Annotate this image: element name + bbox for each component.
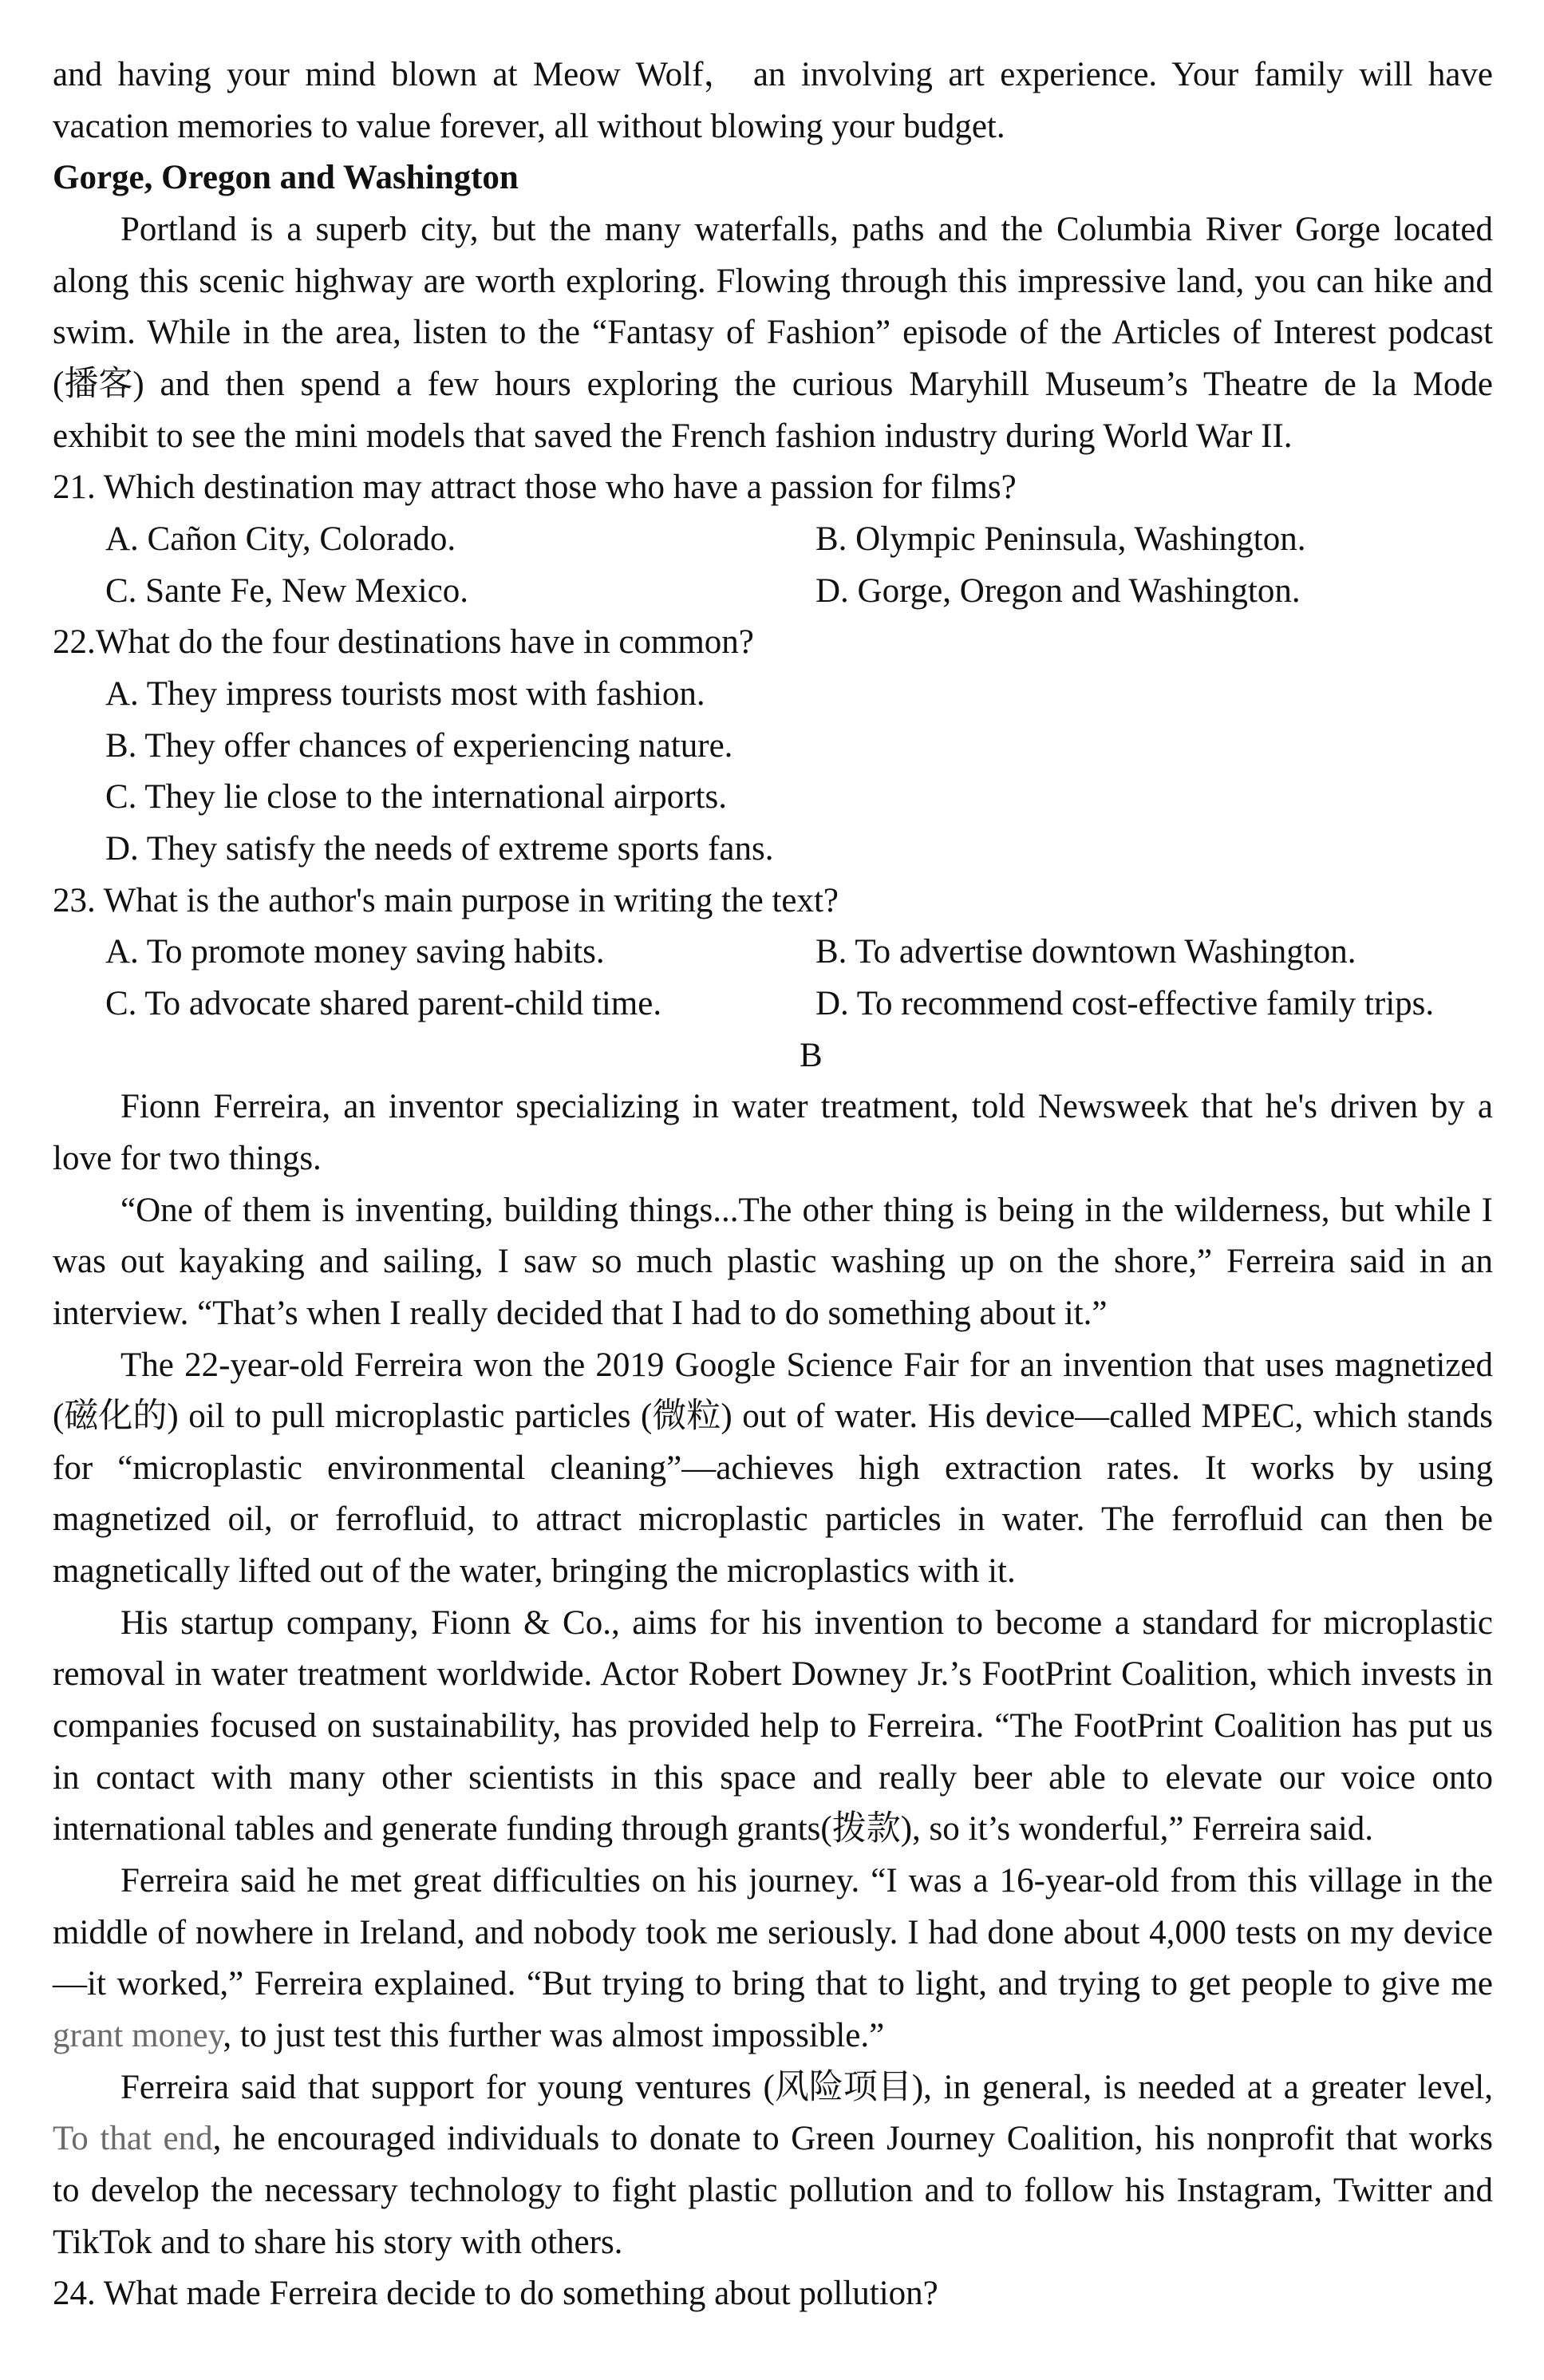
passage-line bbox=[53, 256, 1493, 308]
passage-line bbox=[53, 101, 1493, 153]
answer-option-b: B. To advertise downtown Washington. bbox=[815, 933, 1356, 971]
answer-option-b bbox=[53, 721, 1493, 773]
line-text: swim. While in the area, listen to the “Fantasy of Fashion” episode of the Articles of Interest podcast bbox=[53, 314, 1493, 352]
line-text bbox=[53, 2113, 1493, 2165]
question-stem bbox=[53, 617, 1493, 669]
options-row bbox=[53, 514, 1493, 566]
line-text: to develop the necessary technology to fight plastic pollution and to follow his Instagram, Twitter and bbox=[53, 2172, 1493, 2210]
line-text bbox=[53, 2010, 884, 2062]
passage-line bbox=[53, 1546, 1493, 1598]
line-text-rest: , he encouraged individuals to donate to Green Journey Coalition, his nonprofit that works bbox=[212, 2120, 1494, 2158]
question-stem bbox=[53, 462, 1493, 514]
passage-line bbox=[53, 1236, 1493, 1288]
line-text: The 22-year-old Ferreira won the 2019 Google Science Fair for an invention that uses magnetized bbox=[120, 1346, 1493, 1384]
answer-option-a: A. To promote money saving habits. bbox=[105, 933, 605, 971]
passage-line bbox=[53, 2113, 1493, 2165]
stem-text: 21. Which destination may attract those who have a passion for films? bbox=[53, 468, 1017, 507]
line-text: magnetized oil, or ferrofluid, to attract microplastic particles in water. The ferrofluid can then be bbox=[53, 1500, 1493, 1539]
passage-line bbox=[53, 1649, 1493, 1701]
answer-option-a: A. Cañon City, Colorado. bbox=[105, 520, 456, 558]
passage-line bbox=[53, 1598, 1493, 1650]
line-text: —it worked,” Ferreira explained. “But trying to bring that to light, and trying to get people to give me bbox=[53, 1965, 1493, 2003]
passage-line bbox=[53, 1753, 1493, 1805]
question-stem bbox=[53, 876, 1493, 927]
passage-label-row bbox=[53, 1030, 1493, 1082]
line-text: interview. “That’s when I really decided that I had to do something about it.” bbox=[53, 1294, 1108, 1332]
passage-line bbox=[53, 49, 1493, 101]
line-text-rest: , to just test this further was almost impossible.” bbox=[223, 2017, 885, 2055]
answer-option-c bbox=[53, 772, 1493, 824]
stem-text: 22.What do the four destinations have in common? bbox=[53, 623, 754, 662]
line-text: magnetically lifted out of the water, bringing the microplastics with it. bbox=[53, 1552, 1016, 1591]
option-text: A. They impress tourists most with fashion. bbox=[105, 674, 705, 713]
answer-option-d: D. Gorge, Oregon and Washington. bbox=[815, 571, 1301, 610]
highlighted-phrase: To that end bbox=[53, 2120, 213, 2158]
passage-line bbox=[53, 1701, 1493, 1753]
line-text: Portland is a superb city, but the many waterfalls, paths and the Columbia River Gorge located bbox=[120, 210, 1493, 248]
answer-option-d bbox=[53, 824, 1493, 876]
options-row bbox=[53, 566, 1493, 618]
line-text: for “microplastic environmental cleaning”—achieves high extraction rates. It works by using bbox=[53, 1449, 1493, 1487]
option-text: D. They satisfy the needs of extreme sports fans. bbox=[105, 829, 774, 868]
highlighted-phrase: grant money bbox=[53, 2017, 223, 2055]
line-text: exhibit to see the mini models that saved the French fashion industry during World War II. bbox=[53, 417, 1293, 455]
passage-line bbox=[53, 411, 1493, 463]
options-row bbox=[53, 927, 1493, 978]
passage-line bbox=[53, 1081, 1493, 1133]
line-text: in contact with many other scientists in this space and really beer able to elevate our voice onto bbox=[53, 1758, 1493, 1797]
passage-label: B bbox=[800, 1036, 823, 1074]
passage-line bbox=[53, 1443, 1493, 1495]
answer-option-c: C. Sante Fe, New Mexico. bbox=[105, 571, 469, 610]
passage-line bbox=[53, 1959, 1493, 2010]
line-text: vacation memories to value forever, all without blowing your budget. bbox=[53, 107, 1005, 145]
passage-line bbox=[53, 359, 1493, 411]
passage-line bbox=[53, 1288, 1493, 1340]
destination-heading bbox=[53, 152, 1493, 204]
line-text: middle of nowhere in Ireland, and nobody took me seriously. I had done about 4,000 tests on my device bbox=[53, 1913, 1493, 1951]
answer-option-b: B. Olympic Peninsula, Washington. bbox=[815, 520, 1306, 558]
line-text: love for two things. bbox=[53, 1139, 322, 1177]
passage-line bbox=[53, 1340, 1493, 1392]
passage-line bbox=[53, 1185, 1493, 1237]
stem-text: 23. What is the author's main purpose in writing the text? bbox=[53, 881, 839, 919]
answer-option-d: D. To recommend cost-effective family trips. bbox=[815, 984, 1435, 1022]
options-row bbox=[53, 978, 1493, 1030]
passage-line bbox=[53, 1856, 1493, 1908]
line-text: companies focused on sustainability, has provided help to Ferreira. “The FootPrint Coalition has put us bbox=[53, 1707, 1493, 1745]
passage-line bbox=[53, 1908, 1493, 1959]
passage-line bbox=[53, 2062, 1493, 2114]
line-text: and having your mind blown at Meow Wolf， an involving art experience. Your family will have bbox=[53, 56, 1493, 93]
line-text: Ferreira said he met great difficulties on his journey. “I was a 16-year-old from this village in the bbox=[120, 1862, 1493, 1900]
line-text: (播客) and then spend a few hours exploring the curious Maryhill Museum’s Theatre de la Mode bbox=[53, 365, 1493, 403]
line-text: along this scenic highway are worth exploring. Flowing through this impressive land, you can hike and bbox=[53, 262, 1493, 300]
option-text: C. They lie close to the international airports. bbox=[105, 778, 727, 816]
line-text: Ferreira said that support for young ventures (风险项目), in general, is needed at a greater level, bbox=[120, 2068, 1493, 2106]
question-stem bbox=[53, 2268, 1493, 2320]
passage-line bbox=[53, 2217, 1493, 2269]
line-text: Fionn Ferreira, an inventor specializing in water treatment, told Newsweek that he's driven by a bbox=[120, 1088, 1493, 1126]
option-text: B. They offer chances of experiencing nature. bbox=[105, 726, 733, 765]
line-text: “One of them is inventing, building things...The other thing is being in the wilderness, but while I bbox=[120, 1191, 1493, 1229]
line-text: was out kayaking and sailing, I saw so much plastic washing up on the shore,” Ferreira said in an bbox=[53, 1243, 1493, 1281]
passage-line bbox=[53, 307, 1493, 359]
stem-text: 24. What made Ferreira decide to do something about pollution? bbox=[53, 2275, 938, 2313]
passage-line bbox=[53, 204, 1493, 256]
passage-line bbox=[53, 2165, 1493, 2217]
line-text: TikTok and to share his story with others. bbox=[53, 2223, 623, 2261]
line-text: international tables and generate funding through grants(拨款), so it’s wonderful,” Ferreira said. bbox=[53, 1810, 1374, 1848]
passage-line bbox=[53, 1804, 1493, 1856]
heading-text: Gorge, Oregon and Washington bbox=[53, 159, 519, 197]
passage-line bbox=[53, 1391, 1493, 1443]
passage-line bbox=[53, 2010, 1493, 2062]
line-text: His startup company, Fionn & Co., aims for his invention to become a standard for microplastic bbox=[120, 1603, 1493, 1642]
answer-option-c: C. To advocate shared parent-child time. bbox=[105, 984, 662, 1022]
answer-option-a bbox=[53, 669, 1493, 721]
passage-line bbox=[53, 1494, 1493, 1546]
passage-line bbox=[53, 1133, 1493, 1185]
line-text: removal in water treatment worldwide. Actor Robert Downey Jr.’s FootPrint Coalition, which invests in bbox=[53, 1655, 1493, 1694]
line-text: (磁化的) oil to pull microplastic particles (微粒) out of water. His device—called MPEC, which stands bbox=[53, 1398, 1493, 1436]
